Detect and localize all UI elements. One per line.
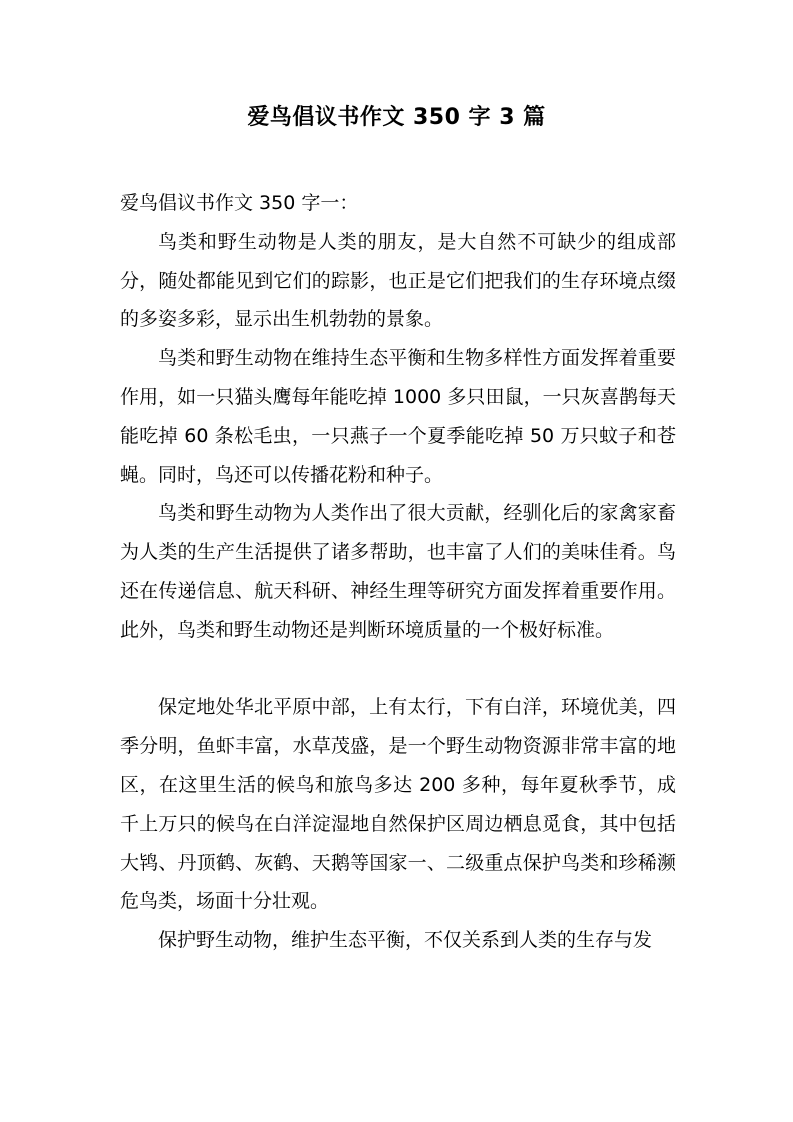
paragraph-gap	[120, 650, 676, 689]
paragraph: 鸟类和野生动物是人类的朋友，是大自然不可缺少的组成部分，随处都能见到它们的踪影，也正是它们把我们的生存环境点缀的多姿多彩，显示出生机勃勃的景象。	[120, 230, 676, 331]
paragraph: 保定地处华北平原中部，上有太行，下有白洋，环境优美，四季分明，鱼虾丰富，水草茂盛，是一个野生动物资源非常丰富的地区，在这里生活的候鸟和旅鸟多达 200 多种，每年夏秋季节，成千上万只的候鸟在白洋淀湿地自然保护区周边栖息觅食，其中包括大鸨、丹顶鹤、灰鹤、天鹅等国家一、二级重点保护鸟类和珍稀濒危鸟类，场面十分壮观。	[120, 696, 676, 913]
paragraph: 鸟类和野生动物在维持生态平衡和生物多样性方面发挥着重要作用，如一只猫头鹰每年能吃掉 1000 多只田鼠，一只灰喜鹊每天能吃掉 60 条松毛虫，一只燕子一个夏季能吃掉 50 万只蚊子和苍蝇。同时，鸟还可以传播花粉和种子。	[120, 347, 676, 486]
section-heading: 爱鸟倡议书作文 350 字一：	[120, 192, 359, 214]
paragraph: 保护野生动物，维护生态平衡，不仅关系到人类的生存与发	[158, 929, 653, 952]
document-body	[120, 184, 676, 960]
document-title: 爱鸟倡议书作文 350 字 3 篇	[247, 105, 546, 130]
paragraph: 鸟类和野生动物为人类作出了很大贡献，经驯化后的家禽家畜为人类的生产生活提供了诸多帮助，也丰富了人们的美味佳肴。鸟还在传递信息、航天科研、神经生理等研究方面发挥着重要作用。此外，鸟类和野生动物还是判断环境质量的一个极好标准。	[120, 502, 676, 641]
